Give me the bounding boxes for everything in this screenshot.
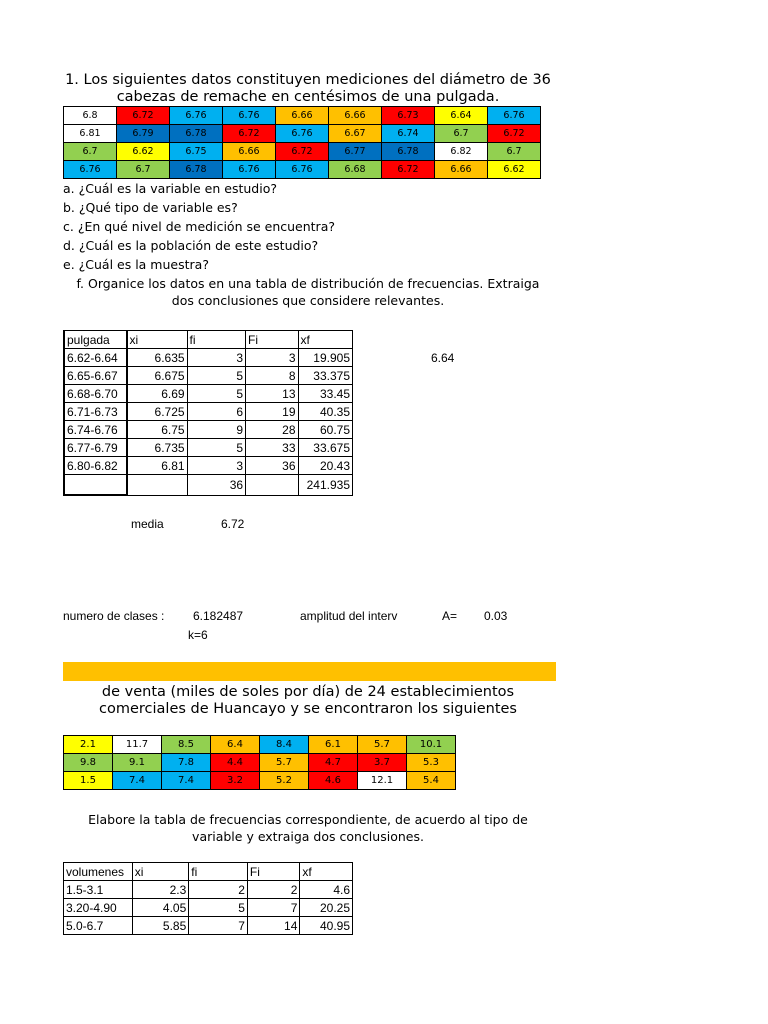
table-cell: 4.05 bbox=[132, 899, 189, 917]
grid-cell: 6.72 bbox=[117, 107, 170, 125]
problem2-title-line2: comerciales de Huancayo y se encontraron los siguientes bbox=[99, 701, 517, 717]
grid-cell: 6.76 bbox=[170, 107, 223, 125]
grid-cell: 3.2 bbox=[211, 772, 260, 790]
question-f-line1: f. Organice los datos en una tabla de distribución de frecuencias. Extraiga bbox=[76, 276, 540, 291]
k-label: k=6 bbox=[188, 628, 208, 642]
grid-cell: 3.7 bbox=[358, 754, 407, 772]
table-cell: 9 bbox=[187, 421, 246, 439]
table-cell: 6.81 bbox=[127, 457, 188, 475]
table-cell: 5 bbox=[187, 439, 246, 457]
grid-cell: 6.4 bbox=[211, 736, 260, 754]
table-cell: 5.0-6.7 bbox=[64, 917, 133, 935]
grid-cell: 5.3 bbox=[407, 754, 456, 772]
grid-cell: 5.2 bbox=[260, 772, 309, 790]
table-row bbox=[64, 349, 353, 367]
grid-cell: 1.5 bbox=[64, 772, 113, 790]
table-cell: 6.725 bbox=[127, 403, 188, 421]
grid-cell: 6.68 bbox=[329, 161, 382, 179]
grid-cell: 6.78 bbox=[382, 143, 435, 161]
grid-cell: 4.6 bbox=[309, 772, 358, 790]
table-cell: 6.65-6.67 bbox=[64, 367, 127, 385]
table-cell: 14 bbox=[247, 917, 300, 935]
table-cell: 33.375 bbox=[298, 367, 353, 385]
grid-cell: 6.76 bbox=[223, 107, 276, 125]
grid-row bbox=[64, 754, 456, 772]
table-cell: 3 bbox=[246, 349, 298, 367]
table-header-cell: Fi bbox=[246, 331, 298, 349]
grid-cell: 6.66 bbox=[223, 143, 276, 161]
table-cell: 33.45 bbox=[298, 385, 353, 403]
grid-row bbox=[64, 161, 541, 179]
table-cell: 6 bbox=[187, 403, 246, 421]
grid-cell: 5.7 bbox=[260, 754, 309, 772]
grid-cell: 6.66 bbox=[435, 161, 488, 179]
grid-cell: 4.7 bbox=[309, 754, 358, 772]
table-cell: 6.635 bbox=[127, 349, 188, 367]
table-header-cell: xi bbox=[132, 863, 189, 881]
table-row bbox=[64, 403, 353, 421]
grid-cell: 7.8 bbox=[162, 754, 211, 772]
grid-cell: 6.7 bbox=[488, 143, 541, 161]
a-value: 0.03 bbox=[484, 609, 508, 623]
table-cell: 6.69 bbox=[127, 385, 188, 403]
problem1-title-line2: cabezas de remache en centésimos de una pulgada. bbox=[116, 89, 500, 105]
table-cell: 6.71-6.73 bbox=[64, 403, 127, 421]
grid-cell: 6.67 bbox=[329, 125, 382, 143]
grid-cell: 7.4 bbox=[162, 772, 211, 790]
media-value: 6.72 bbox=[221, 517, 245, 531]
table-cell: 1.5-3.1 bbox=[64, 881, 133, 899]
table-row bbox=[64, 421, 353, 439]
table-header-cell: xf bbox=[298, 331, 353, 349]
table-cell: 2.3 bbox=[132, 881, 189, 899]
grid-row bbox=[64, 125, 541, 143]
question-c: c. ¿En qué nivel de medición se encuentra? bbox=[63, 219, 335, 234]
table-row bbox=[64, 367, 353, 385]
problem1-title-line1: 1. Los siguientes datos constituyen mediciones del diámetro de 36 bbox=[65, 72, 551, 88]
problem2-frequency-table bbox=[63, 862, 353, 935]
grid-cell: 8.5 bbox=[162, 736, 211, 754]
question-b: b. ¿Qué tipo de variable es? bbox=[63, 200, 238, 215]
table-cell: 6.735 bbox=[127, 439, 188, 457]
table-cell: 20.25 bbox=[300, 899, 353, 917]
grid-cell: 6.76 bbox=[64, 161, 117, 179]
grid-cell: 6.77 bbox=[329, 143, 382, 161]
grid-cell: 6.7 bbox=[117, 161, 170, 179]
grid-cell: 7.4 bbox=[113, 772, 162, 790]
grid-cell: 5.7 bbox=[358, 736, 407, 754]
grid-cell: 6.76 bbox=[276, 125, 329, 143]
table-header-cell: xf bbox=[300, 863, 353, 881]
question-e: e. ¿Cuál es la muestra? bbox=[63, 257, 209, 272]
grid-cell: 6.8 bbox=[64, 107, 117, 125]
table-header-cell: xi bbox=[127, 331, 188, 349]
table-cell: 7 bbox=[247, 899, 300, 917]
grid-row bbox=[64, 107, 541, 125]
table-cell: 8 bbox=[246, 367, 298, 385]
side-value: 6.64 bbox=[431, 351, 455, 365]
grid-cell: 6.1 bbox=[309, 736, 358, 754]
table-cell: 40.95 bbox=[300, 917, 353, 935]
table-cell: 5.85 bbox=[132, 917, 189, 935]
grid-cell: 6.72 bbox=[223, 125, 276, 143]
table-cell: 6.80-6.82 bbox=[64, 457, 127, 475]
question-f bbox=[60, 275, 556, 309]
a-label: A= bbox=[442, 609, 458, 623]
problem1-data-grid bbox=[63, 106, 541, 179]
grid-cell: 6.72 bbox=[276, 143, 329, 161]
amplitud-label: amplitud del interv bbox=[300, 609, 398, 623]
grid-cell: 10.1 bbox=[407, 736, 456, 754]
table-cell: 6.62-6.64 bbox=[64, 349, 127, 367]
table-cell: 5 bbox=[187, 367, 246, 385]
table-cell: 6.675 bbox=[127, 367, 188, 385]
problem2-instructions-line1: Elabore la tabla de frecuencias correspondiente, de acuerdo al tipo de bbox=[88, 812, 528, 827]
grid-cell: 4.4 bbox=[211, 754, 260, 772]
table-row bbox=[64, 881, 353, 899]
grid-cell: 9.8 bbox=[64, 754, 113, 772]
grid-cell: 6.78 bbox=[170, 125, 223, 143]
clases-value: 6.182487 bbox=[193, 609, 244, 623]
grid-cell: 6.75 bbox=[170, 143, 223, 161]
table-cell: 19 bbox=[246, 403, 298, 421]
table-header-cell: volumenes bbox=[64, 863, 133, 881]
grid-cell: 6.62 bbox=[488, 161, 541, 179]
grid-cell: 12.1 bbox=[358, 772, 407, 790]
media-label: media bbox=[131, 517, 164, 531]
table-cell: 6.74-6.76 bbox=[64, 421, 127, 439]
grid-row bbox=[64, 736, 456, 754]
grid-row bbox=[64, 143, 541, 161]
problem1-frequency-table bbox=[63, 330, 353, 496]
table-row bbox=[64, 457, 353, 475]
grid-cell: 6.76 bbox=[276, 161, 329, 179]
table-header-row bbox=[64, 331, 353, 349]
table-cell: 6.75 bbox=[127, 421, 188, 439]
grid-cell: 6.72 bbox=[488, 125, 541, 143]
grid-cell: 6.82 bbox=[435, 143, 488, 161]
table-cell: 3 bbox=[187, 349, 246, 367]
grid-cell: 9.1 bbox=[113, 754, 162, 772]
grid-cell: 6.73 bbox=[382, 107, 435, 125]
problem2-title-line1: de venta (miles de soles por día) de 24 establecimientos bbox=[101, 684, 515, 700]
grid-cell: 6.7 bbox=[435, 125, 488, 143]
table-cell: 19.905 bbox=[298, 349, 353, 367]
grid-cell: 6.7 bbox=[64, 143, 117, 161]
table-cell: 5 bbox=[187, 385, 246, 403]
grid-cell: 11.7 bbox=[113, 736, 162, 754]
table-total-row bbox=[64, 475, 353, 496]
grid-row bbox=[64, 772, 456, 790]
table-cell: 33.675 bbox=[298, 439, 353, 457]
question-f-line2: dos conclusiones que considere relevantes. bbox=[171, 293, 445, 308]
grid-cell: 6.62 bbox=[117, 143, 170, 161]
table-cell bbox=[64, 475, 127, 496]
table-cell bbox=[246, 475, 298, 496]
grid-cell: 6.79 bbox=[117, 125, 170, 143]
table-cell: 28 bbox=[246, 421, 298, 439]
total-xf: 241.935 bbox=[298, 475, 353, 496]
table-cell: 40.35 bbox=[298, 403, 353, 421]
grid-cell: 6.76 bbox=[223, 161, 276, 179]
question-a: a. ¿Cuál es la variable en estudio? bbox=[63, 181, 277, 196]
table-row bbox=[64, 899, 353, 917]
table-cell: 20.43 bbox=[298, 457, 353, 475]
table-header-cell: Fi bbox=[247, 863, 300, 881]
grid-cell: 6.74 bbox=[382, 125, 435, 143]
highlight-bar bbox=[63, 662, 556, 681]
problem2-data-grid bbox=[63, 735, 456, 790]
table-cell: 13 bbox=[246, 385, 298, 403]
table-cell bbox=[127, 475, 188, 496]
table-row bbox=[64, 439, 353, 457]
grid-cell: 6.66 bbox=[276, 107, 329, 125]
table-header-cell: fi bbox=[189, 863, 248, 881]
table-header-cell: pulgada bbox=[64, 331, 127, 349]
grid-cell: 6.72 bbox=[382, 161, 435, 179]
table-cell: 2 bbox=[247, 881, 300, 899]
problem2-title bbox=[60, 684, 556, 718]
table-cell: 2 bbox=[189, 881, 248, 899]
table-cell: 60.75 bbox=[298, 421, 353, 439]
table-cell: 6.68-6.70 bbox=[64, 385, 127, 403]
table-cell: 6.77-6.79 bbox=[64, 439, 127, 457]
table-cell: 33 bbox=[246, 439, 298, 457]
total-fi: 36 bbox=[187, 475, 246, 496]
problem2-instructions bbox=[60, 811, 556, 845]
table-cell: 7 bbox=[189, 917, 248, 935]
table-cell: 3.20-4.90 bbox=[64, 899, 133, 917]
grid-cell: 5.4 bbox=[407, 772, 456, 790]
grid-cell: 6.78 bbox=[170, 161, 223, 179]
table-row bbox=[64, 917, 353, 935]
problem1-title bbox=[60, 72, 556, 106]
table-row bbox=[64, 385, 353, 403]
table-cell: 3 bbox=[187, 457, 246, 475]
grid-cell: 2.1 bbox=[64, 736, 113, 754]
clases-label: numero de clases : bbox=[63, 609, 165, 623]
grid-cell: 6.81 bbox=[64, 125, 117, 143]
question-d: d. ¿Cuál es la población de este estudio? bbox=[63, 238, 319, 253]
problem2-instructions-line2: variable y extraiga dos conclusiones. bbox=[192, 829, 424, 844]
grid-cell: 8.4 bbox=[260, 736, 309, 754]
table-cell: 36 bbox=[246, 457, 298, 475]
grid-cell: 6.64 bbox=[435, 107, 488, 125]
grid-cell: 6.76 bbox=[488, 107, 541, 125]
grid-cell: 6.66 bbox=[329, 107, 382, 125]
table-cell: 5 bbox=[189, 899, 248, 917]
table-header-cell: fi bbox=[187, 331, 246, 349]
table-cell: 4.6 bbox=[300, 881, 353, 899]
problem1-questions bbox=[63, 179, 335, 274]
table-header-row bbox=[64, 863, 353, 881]
